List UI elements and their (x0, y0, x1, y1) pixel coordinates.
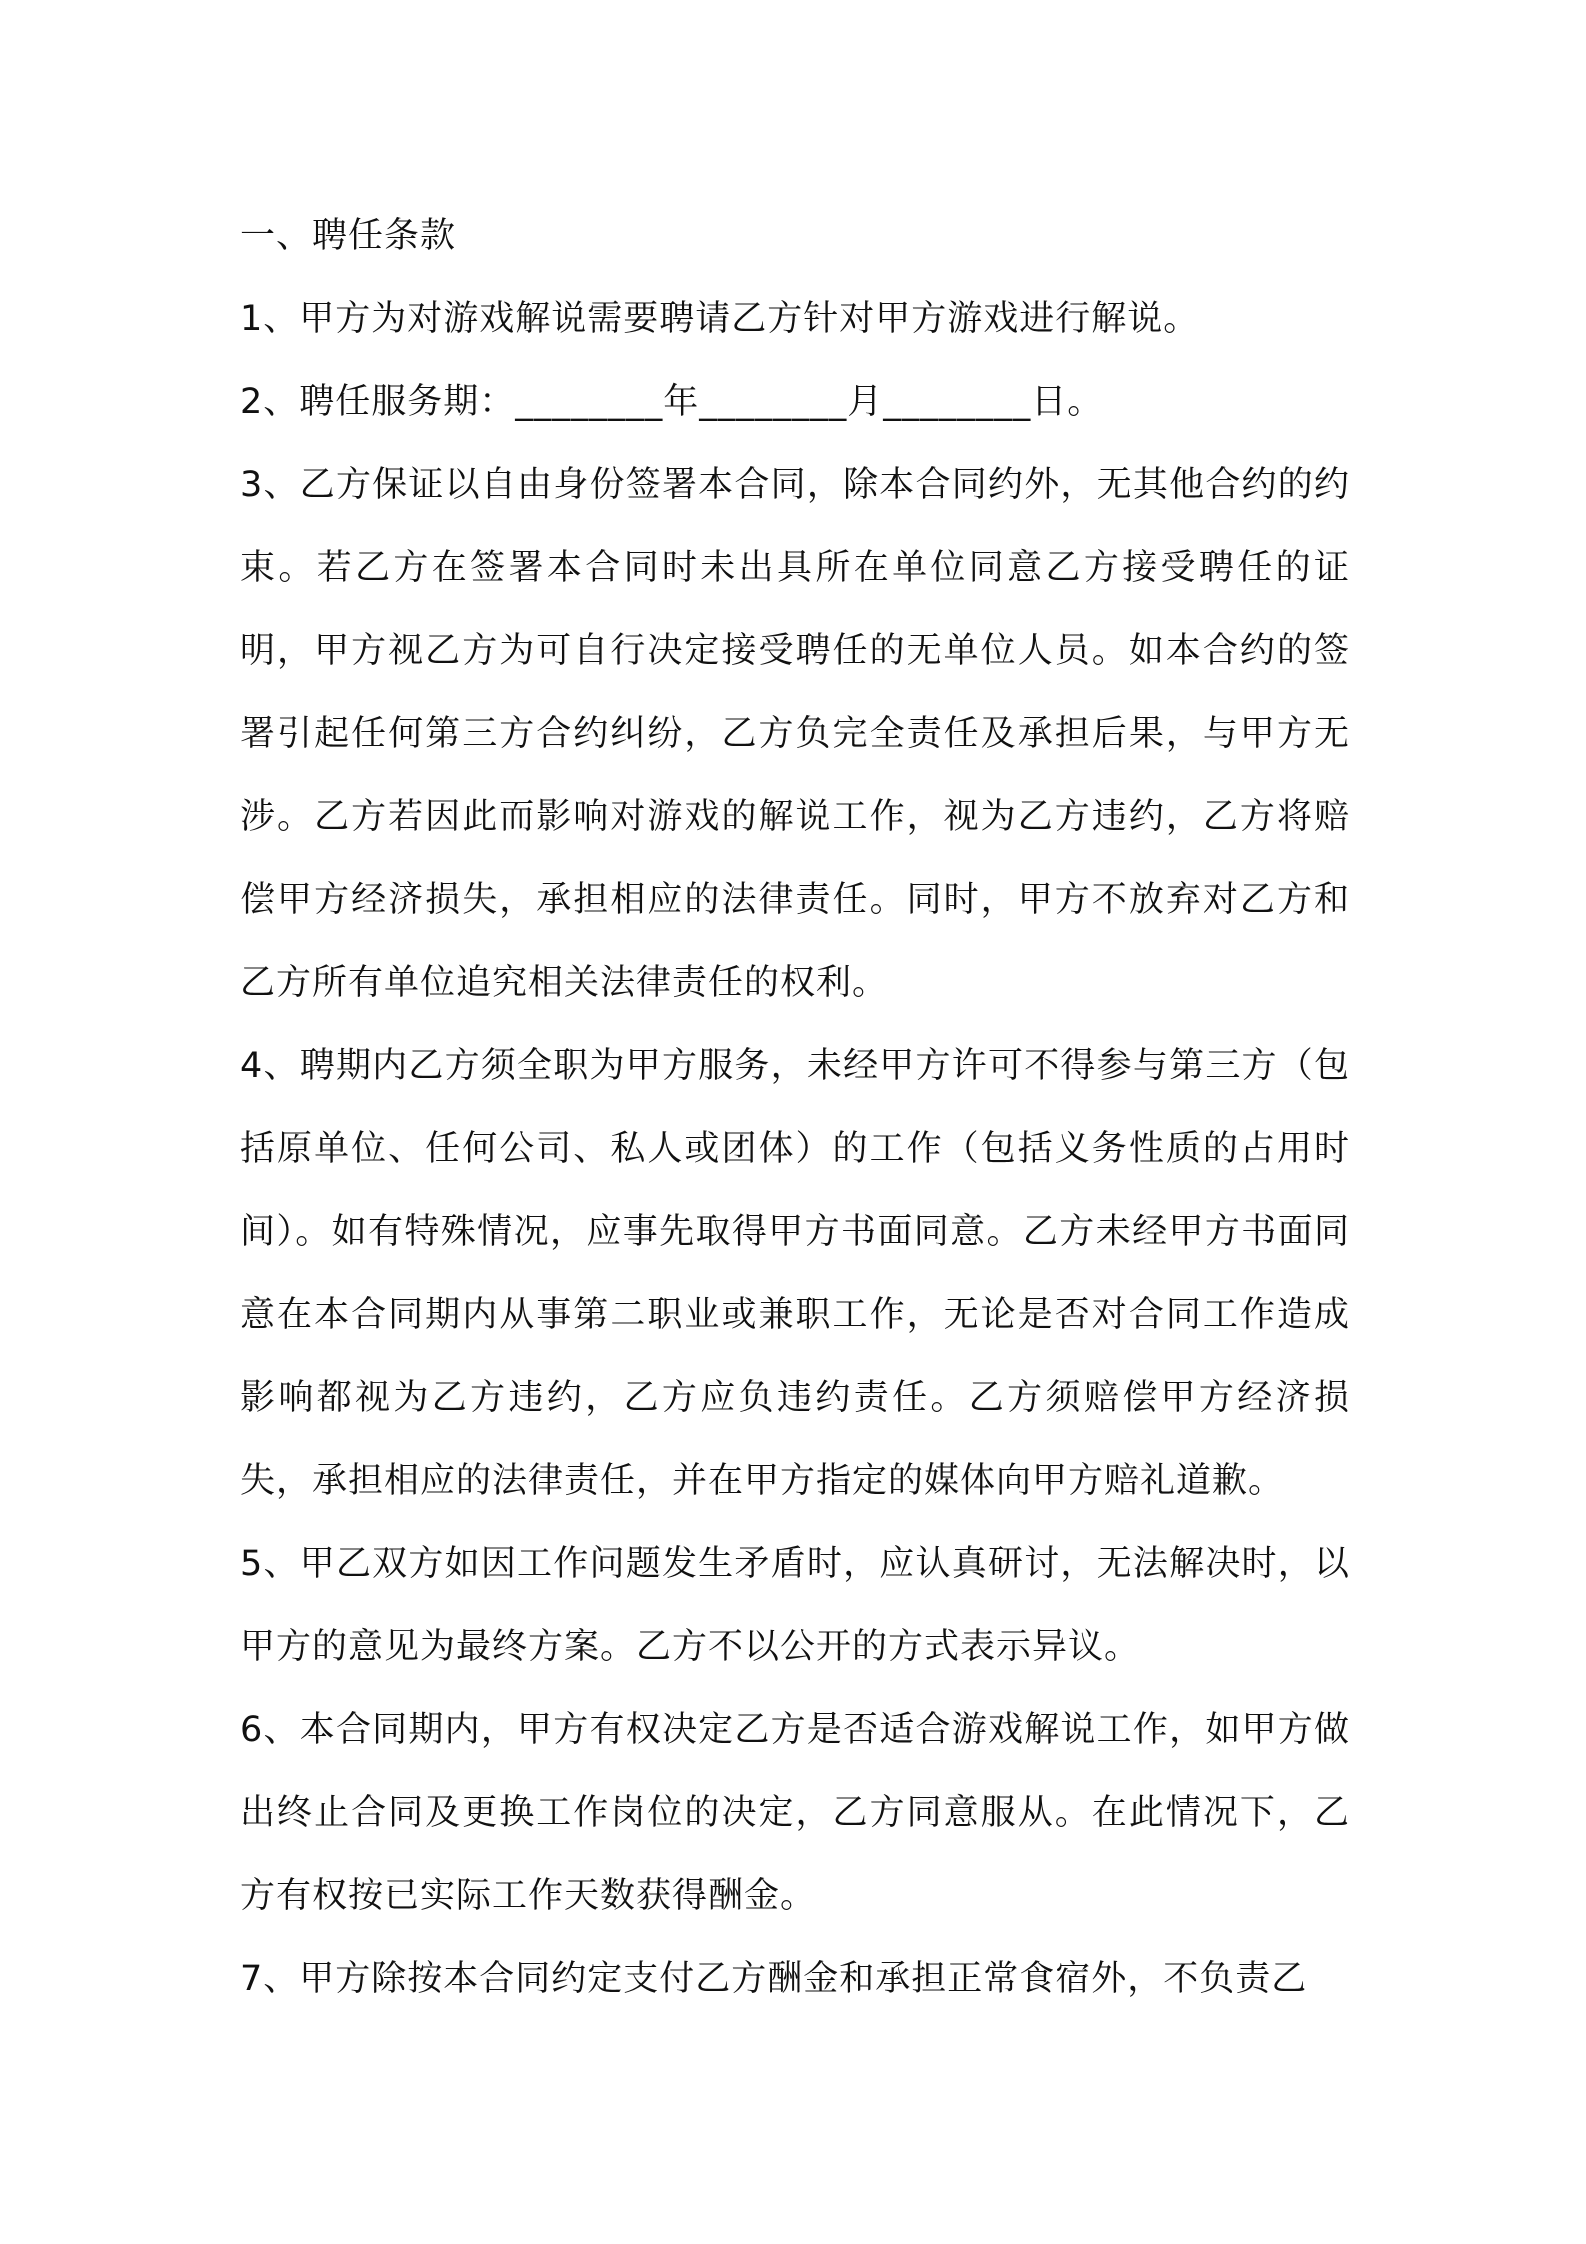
clause-7: 7、甲方除按本合同约定支付乙方酬金和承担正常食宿外，不负责乙 (240, 1959, 1308, 1999)
clause-3: 3、乙方保证以自由身份签署本合同，除本合同约外，无其他合约的约束。若乙方在签署本合同时未出具所在单位同意乙方接受聘任的证明，甲方视乙方为可自行决定接受聘任的无单位人员。如本合约的签署引起任何第三方合约纠纷，乙方负完全责任及承担后果，与甲方无涉。乙方若因此而影响对游戏的解说工作，视为乙方违约，乙方将赔偿甲方经济损失，承担相应的法律责任。同时，甲方不放弃对乙方和乙方所有单位追究相关法律责任的权利。 (240, 465, 1350, 1003)
clause-6: 6、本合同期内，甲方有权决定乙方是否适合游戏解说工作，如甲方做出终止合同及更换工作岗位的决定，乙方同意服从。在此情况下，乙方有权按已实际工作天数获得酬金。 (240, 1710, 1350, 1916)
clause-1: 1、甲方为对游戏解说需要聘请乙方针对甲方游戏进行解说。 (240, 299, 1200, 339)
clause-4: 4、聘期内乙方须全职为甲方服务，未经甲方许可不得参与第三方（包括原单位、任何公司、私人或团体）的工作（包括义务性质的占用时间）。如有特殊情况，应事先取得甲方书面同意。乙方未经甲方书面同意在本合同期内从事第二职业或兼职工作，无论是否对合同工作造成影响都视为乙方违约，乙方应负违约责任。乙方须赔偿甲方经济损失，承担相应的法律责任，并在甲方指定的媒体向甲方赔礼道歉。 (240, 1046, 1350, 1501)
clause-2: 2、聘任服务期：________年________月________日。 (240, 382, 1104, 422)
clause-5: 5、甲乙双方如因工作问题发生矛盾时，应认真研讨，无法解决时，以甲方的意见为最终方案。乙方不以公开的方式表示异议。 (240, 1544, 1350, 1667)
contract-body (240, 195, 1350, 2021)
section-heading: 一、聘任条款 (240, 216, 457, 256)
